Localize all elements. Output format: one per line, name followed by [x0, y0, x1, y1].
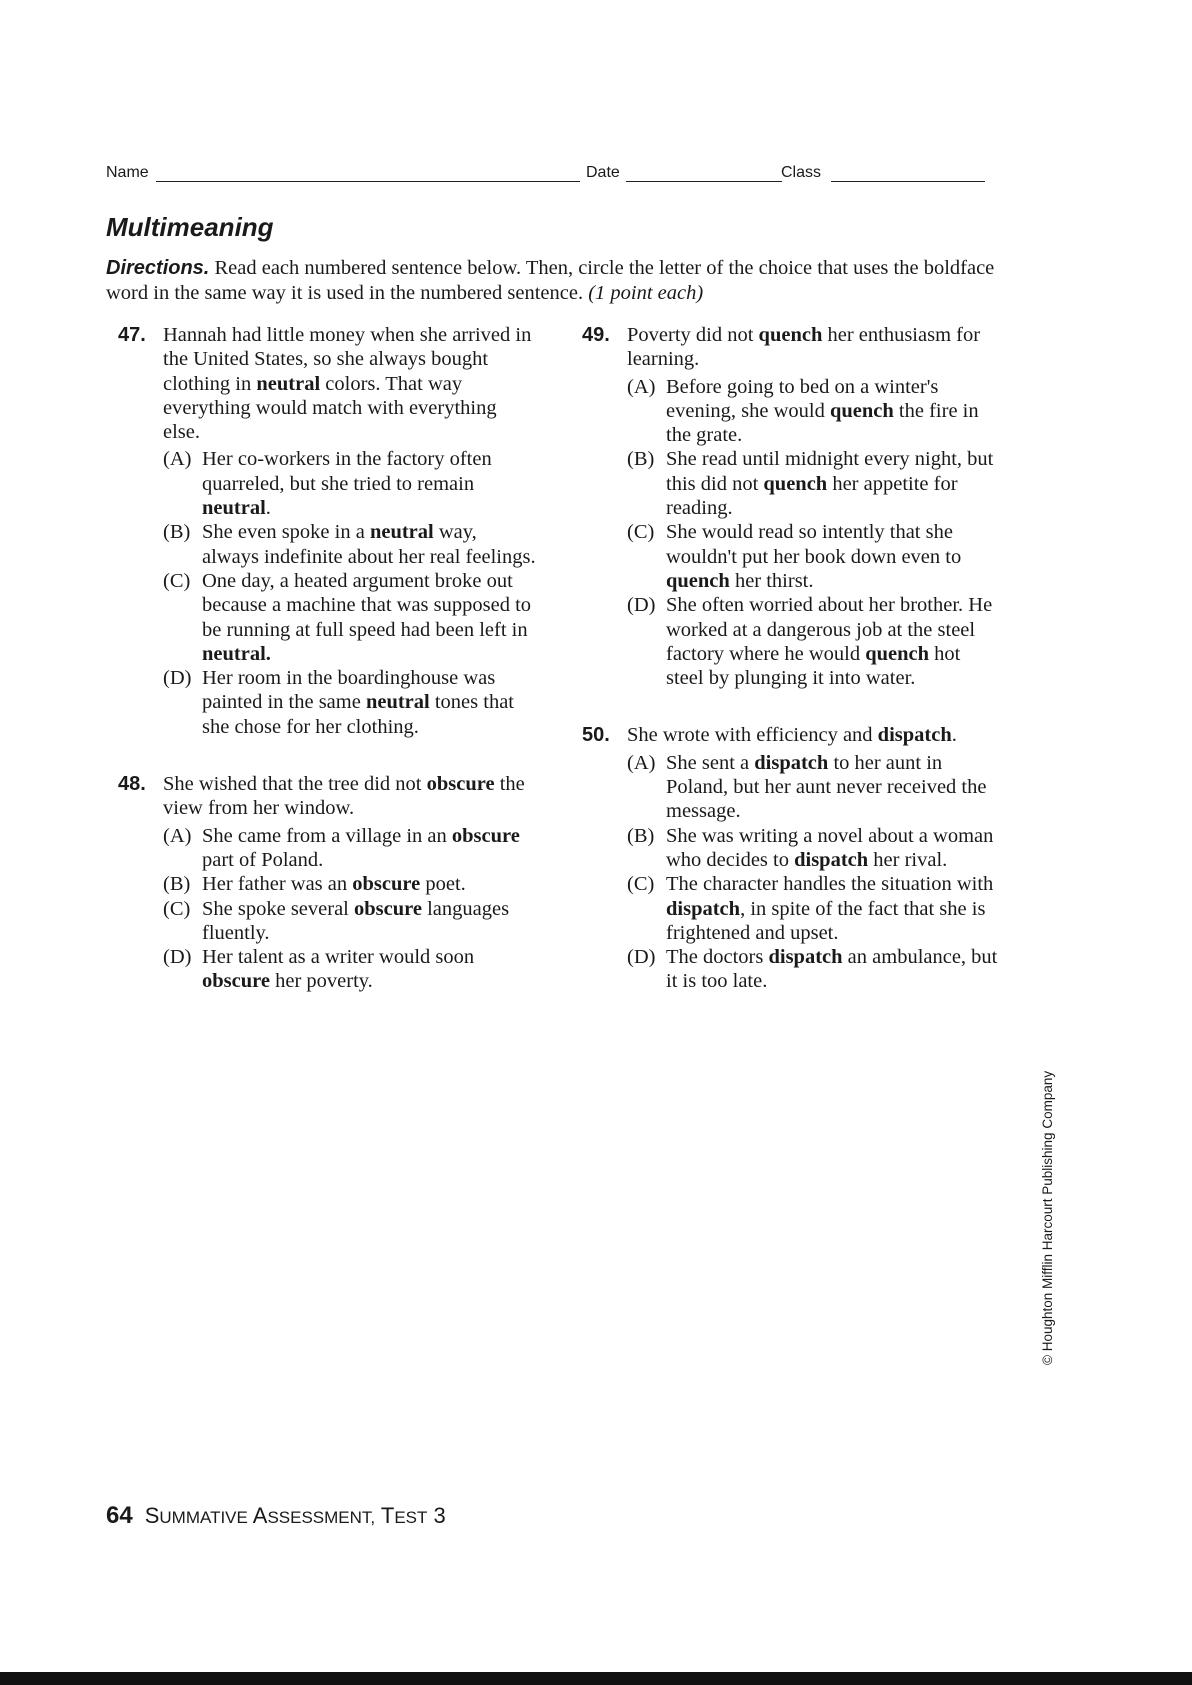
choice-letter[interactable]: (D) — [627, 594, 656, 617]
left-column — [118, 323, 538, 994]
boldface-word: dispatch — [768, 946, 843, 969]
choice-letter[interactable]: (A) — [163, 448, 192, 471]
copyright-notice: © Houghton Mifflin Harcourt Publishing Company — [1040, 1070, 1055, 1365]
answer-choice-d[interactable] — [163, 666, 538, 739]
choice-text: Her talent as a writer would soon obscure her poverty. — [202, 946, 475, 993]
boldface-word: neutral — [369, 521, 434, 544]
choice-letter[interactable]: (C) — [627, 873, 655, 896]
question-49 — [582, 323, 1002, 690]
directions — [106, 256, 996, 306]
choice-text: She was writing a novel about a woman who decides to dispatch her rival. — [666, 824, 994, 871]
directions-label: Directions. — [106, 257, 210, 279]
boldface-word: dispatch — [666, 897, 741, 920]
boldface-word: quench — [758, 324, 823, 346]
section-title: Multimeaning — [106, 212, 274, 242]
question-number: 48. — [118, 773, 146, 796]
answer-choice-b[interactable] — [627, 447, 1002, 520]
boldface-word: neutral — [365, 691, 430, 714]
page-number: 64 — [106, 1502, 133, 1529]
boldface-word: dispatch — [877, 724, 952, 747]
choice-letter[interactable]: (D) — [163, 667, 192, 690]
answer-choice-d[interactable] — [163, 945, 538, 994]
answer-choice-d[interactable] — [627, 945, 1002, 994]
choice-text: The doctors dispatch an ambulance, but it is too late. — [666, 946, 998, 993]
choice-text: She spoke several obscure languages fluently. — [202, 897, 510, 944]
choice-text: Her room in the boardinghouse was painted in the same neutral tones that she chose for her clothing. — [202, 667, 514, 738]
answer-choice-c[interactable] — [627, 520, 1002, 593]
choice-text: She read until midnight every night, but this did not quench her appetite for reading. — [666, 448, 994, 520]
choice-text: She even spoke in a neutral way, always indefinite about her real feelings. — [202, 521, 536, 568]
boldface-word: obscure — [352, 873, 421, 896]
date-blank — [626, 181, 782, 182]
boldface-word: obscure — [354, 897, 422, 920]
choice-letter[interactable]: (C) — [627, 521, 655, 544]
class-blank — [831, 181, 985, 182]
question-number: 49. — [582, 324, 610, 346]
points-note: (1 point each) — [588, 282, 704, 304]
choice-text: Her father was an obscure poet. — [202, 873, 466, 896]
answer-choice-c[interactable] — [163, 569, 538, 666]
question-48 — [118, 772, 538, 994]
choice-letter[interactable]: (C) — [163, 569, 191, 592]
choice-letter[interactable]: (B) — [163, 521, 191, 544]
question-spacer — [118, 739, 538, 772]
scan-edge — [0, 1672, 1192, 1685]
choice-text: She came from a village in an obscure part of Poland. — [202, 824, 520, 871]
boldface-word: neutral. — [202, 642, 271, 665]
choice-letter[interactable]: (A) — [627, 375, 656, 398]
boldface-word: dispatch — [754, 751, 829, 774]
question-number: 47. — [118, 324, 146, 346]
choice-letter[interactable]: (D) — [627, 946, 656, 969]
directions-text: Read each numbered sentence below. Then, circle the letter of the choice that uses the boldface word in the same way it is used in the numbered sentence. — [106, 257, 995, 304]
boldface-word: dispatch — [794, 848, 869, 871]
boldface-word: quench — [865, 642, 930, 665]
choice-letter[interactable]: (B) — [627, 824, 655, 847]
boldface-word: quench — [763, 472, 828, 495]
answer-choice-c[interactable] — [627, 872, 1002, 945]
choice-text: Her co-workers in the factory often quarreled, but she tried to remain neutral. — [202, 448, 492, 520]
question-spacer — [582, 690, 1002, 723]
choice-letter[interactable]: (A) — [163, 824, 192, 847]
question-stem: She wished that the tree did not obscure the view from her window. — [163, 773, 525, 820]
boldface-word: obscure — [202, 970, 270, 993]
choice-text: She sent a dispatch to her aunt in Poland, but her aunt never received the message. — [666, 751, 987, 823]
choice-letter[interactable]: (D) — [163, 946, 192, 969]
boldface-word: neutral — [256, 372, 321, 395]
answer-choice-b[interactable] — [627, 824, 1002, 873]
answer-choice-a[interactable] — [163, 447, 538, 520]
choice-letter[interactable]: (C) — [163, 897, 191, 920]
choice-text: Before going to bed on a winter's evening, she would quench the fire in the grate. — [666, 375, 979, 447]
boldface-word: neutral — [202, 497, 266, 520]
choice-letter[interactable]: (B) — [627, 448, 655, 471]
choice-letter[interactable]: (A) — [627, 751, 656, 774]
running-head: SUMMATIVE ASSESSMENT, TEST 3 — [144, 1503, 446, 1528]
question-50 — [582, 723, 1002, 993]
question-stem: Hannah had little money when she arrived in the United States, so she always bought clothing in neutral colors. That way everything would match with everything else. — [163, 324, 532, 444]
page-footer — [106, 1502, 446, 1530]
choice-text: The character handles the situation with dispatch, in spite of the fact that she is frightened and upset. — [666, 873, 994, 944]
class-label: Class — [781, 164, 822, 181]
question-stem: She wrote with efficiency and dispatch. — [627, 724, 957, 747]
date-label: Date — [586, 164, 620, 181]
answer-choice-a[interactable] — [163, 824, 538, 873]
question-stem: Poverty did not quench her enthusiasm for learning. — [627, 324, 981, 371]
answer-choice-a[interactable] — [627, 375, 1002, 448]
choice-text: She often worried about her brother. He worked at a dangerous job at the steel factory where he would quench hot steel by plunging it into water. — [666, 594, 993, 690]
answer-choice-d[interactable] — [627, 593, 1002, 690]
choice-letter[interactable]: (B) — [163, 873, 191, 896]
answer-choice-c[interactable] — [163, 897, 538, 946]
name-blank — [156, 181, 580, 182]
boldface-word: quench — [829, 399, 894, 422]
choice-text: One day, a heated argument broke out because a machine that was supposed to be running at full speed had been left in neutral. — [202, 569, 532, 665]
name-label: Name — [106, 164, 149, 181]
answer-choice-b[interactable] — [163, 520, 538, 569]
question-47 — [118, 323, 538, 739]
answer-choice-a[interactable] — [627, 751, 1002, 824]
boldface-word: obscure — [426, 773, 495, 796]
student-info-header — [106, 164, 986, 186]
choice-text: She would read so intently that she wouldn't put her book down even to quench her thirst. — [666, 521, 962, 592]
boldface-word: obscure — [451, 824, 520, 847]
boldface-word: quench — [666, 569, 730, 592]
right-column — [582, 323, 1002, 994]
answer-choice-b[interactable] — [163, 872, 538, 896]
question-number: 50. — [582, 724, 610, 747]
